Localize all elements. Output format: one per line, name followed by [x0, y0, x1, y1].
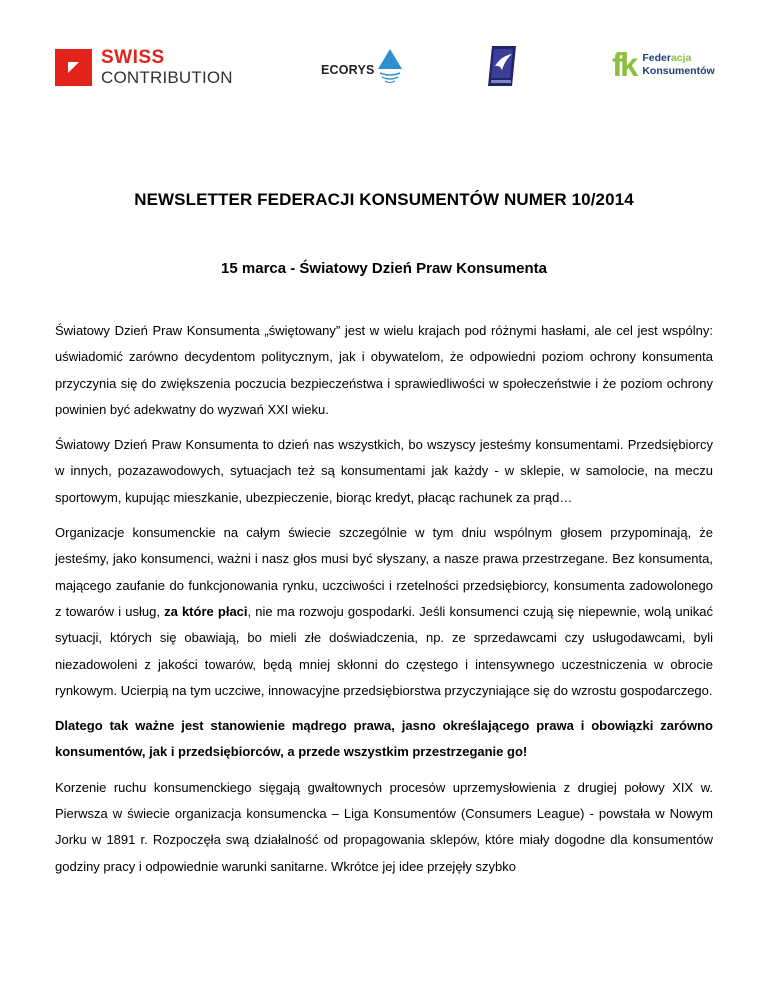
fk-logo-word1-b: acja: [670, 52, 692, 65]
blue-badge-logo: [486, 44, 518, 93]
newsletter-title: NEWSLETTER FEDERACJI KONSUMENTÓW NUMER 10/2014: [134, 190, 634, 209]
paragraph-3-part2: , nie ma rozwoju gospodarki. Jeśli konsumenci czują się niepewnie, wolą unikać sytuacji, których się obawiają, bo mieli złe doświadczenia, np. ze sprzedawcami czy usługodawcami, byli niezadowoleni z jakości towarów, będą mniej skłonni do częstego i intensywnego uczestniczenia w obrocie rynkowym. Ucierpią na tym uczciwe, innowacyjne przedsiębiorstwa przyczyniające się do wzrostu gospodarczego.: [55, 603, 713, 698]
ecorys-logo: [321, 47, 403, 92]
article-subtitle: 15 marca - Światowy Dzień Praw Konsumenta: [221, 260, 547, 277]
swiss-contribution-logo: [55, 48, 233, 86]
paragraph-3-part1: Organizacje konsumenckie na całym świecie szczególnie w tym dniu wspólnym głosem przypominają, że jesteśmy, jako konsumenci, ważni i nasz głos musi być słyszany, a nasze prawa przestrzegane. Bez konsumenta, mającego zaufanie do funkcjonowania rynku, uczciwości i rzetelności przedsiębiorcy, konsumenta zadowolonego z towarów i usług,: [55, 525, 713, 619]
fk-logo-letters: fk: [612, 46, 636, 83]
fk-logo-word2: Konsumentów: [642, 64, 715, 77]
paragraph-3: [55, 520, 713, 704]
article-body: [55, 318, 713, 889]
swiss-logo-line1: SWISS: [101, 47, 165, 68]
paragraph-2: Światowy Dzień Praw Konsumenta to dzień nas wszystkich, bo wszyscy jesteśmy konsumentami. Przedsiębiorcy w innych, pozazawodowych, sytuacjach też są konsumentami jak każdy - w sklepie, w samolocie, na meczu sportowym, kupując mieszkanie, ubezpieczenie, biorąc kredyt, płacąc rachunek za prąd…: [55, 437, 713, 505]
fk-logo-word1-a: Feder: [642, 52, 671, 65]
paragraph-4: Dlatego tak ważne jest stanowienie mądrego prawa, jasno określającego prawa i obowiązki zarówno konsumentów, jak i przedsiębiorców, a przede wszystkim przestrzeganie go!: [55, 718, 713, 760]
paragraph-5: Korzenie ruchu konsumenckiego sięgają gwałtownych procesów uprzemysłowienia z drugiej połowy XIX w. Pierwsza w świecie organizacja konsumencka – Liga Konsumentów (Consumers League) - powstała w Nowym Jorku w 1891 r. Rozpoczęła swą działalność od propagowania sklepów, które miały dogodne dla konsumentów godziny pracy i odpowiednie warunki sanitarne. Wkrótce jej idee przejęły szybko: [55, 779, 713, 874]
ecorys-logo-text: ECORYS: [321, 62, 375, 77]
ecorys-triangle-icon: [377, 47, 403, 92]
paragraph-1: Światowy Dzień Praw Konsumenta „świętowany” jest w wielu krajach pod różnymi hasłami, ale cel jest wspólny: uświadomić zarówno decydentom politycznym, jak i obywatelom, że odpowiedni poziom ochrony konsumenta przyczynia się do zwiększenia poczucia bezpieczeństwa i sprawiedliwości w społeczeństwie i że poziom ochrony powinien być adekwatny do wyzwań XXI wieku.: [55, 323, 713, 417]
paragraph-3-bold: za które płaci: [164, 603, 248, 619]
federacja-konsumentow-logo: [612, 48, 715, 81]
logo-bar: [0, 44, 768, 94]
swiss-flag-icon: [55, 49, 92, 86]
swiss-logo-line2: CONTRIBUTION: [101, 68, 233, 87]
